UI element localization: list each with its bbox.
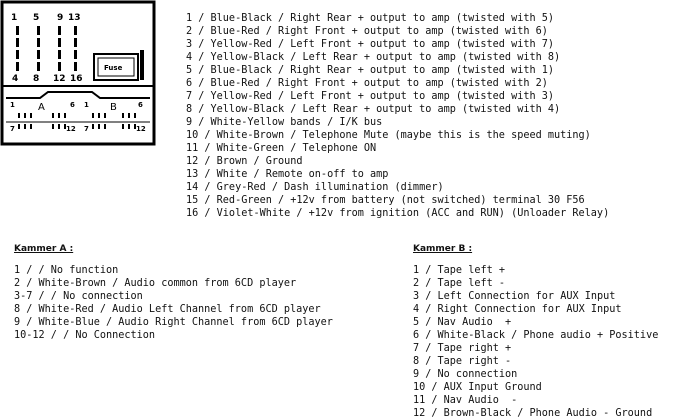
kammer-a-row: 1 / / No function: [14, 265, 119, 276]
chamber-a-number: 7: [10, 125, 15, 133]
pin-row: 7 / Yellow-Red / Left Front + output to amp (twisted with 3): [186, 91, 555, 102]
pin-row: 13 / White / Remote on-off to amp: [186, 169, 389, 180]
kammer-b-row: 12 / Brown-Black / Phone Audio - Ground: [413, 408, 653, 419]
fuse-label: Fuse: [104, 64, 123, 72]
pin-row: 1 / Blue-Black / Right Rear + output to amp (twisted with 5): [186, 13, 555, 24]
kammer-b-row: 6 / White-Black / Phone audio + Positive: [413, 330, 659, 341]
kammer-b-row: 10 / AUX Input Ground: [413, 382, 542, 393]
chamber-pins: [18, 113, 136, 129]
pin-row: 14 / Grey-Red / Dash illumination (dimmer): [186, 182, 444, 193]
kammer-b-row: 1 / Tape left +: [413, 265, 506, 276]
chamber-b-number: 12: [136, 125, 146, 133]
kammer-b-row: 2 / Tape left -: [413, 278, 506, 289]
kammer-b-row: 8 / Tape right -: [413, 356, 512, 367]
pin-row: 8 / Yellow-Black / Left Rear + output to amp (twisted with 4): [186, 104, 561, 115]
pin-label-top: 5: [33, 13, 40, 23]
kammer-a-row: 8 / White-Red / Audio Left Channel from 6CD player: [14, 304, 321, 315]
chamber-outline: [6, 92, 150, 98]
pin-label-bottom: 4: [12, 74, 19, 84]
pin-label-top: 1: [11, 13, 18, 23]
pin-label-bottom: 8: [33, 74, 40, 84]
pin-column: [16, 26, 77, 71]
pin-label-bottom: 16: [70, 74, 83, 84]
connector-diagram: [0, 0, 158, 148]
pin-row: 10 / White-Brown / Telephone Mute (maybe this is the speed muting): [186, 130, 591, 141]
chamber-a-number: 12: [66, 125, 76, 133]
chamber-a-number: 6: [70, 101, 75, 109]
kammer-b-row: 3 / Left Connection for AUX Input: [413, 291, 616, 302]
kammer-b-row: 11 / Nav Audio -: [413, 395, 518, 406]
kammer-b-row: 7 / Tape right +: [413, 343, 512, 354]
chamber-a-number: 1: [10, 101, 15, 109]
kammer-a-section: [14, 244, 394, 342]
kammer-a-row: 10-12 / / No Connection: [14, 330, 156, 341]
kammer-a-row: 9 / White-Blue / Audio Right Channel from 6CD player: [14, 317, 333, 328]
pin-row: 15 / Red-Green / +12v from battery (not switched) terminal 30 F56: [186, 195, 585, 206]
kammer-b-row: 4 / Right Connection for AUX Input: [413, 304, 622, 315]
chamber-b-number: 6: [138, 101, 143, 109]
pin-row: 9 / White-Yellow bands / I/K bus: [186, 117, 383, 128]
kammer-b-section: [413, 244, 691, 420]
pin-label-bottom: 12: [53, 74, 66, 84]
pin-row: 6 / Blue-Red / Right Front + output to amp (twisted with 2): [186, 78, 548, 89]
pin-row: 2 / Blue-Red / Right Front + output to amp (twisted with 6): [186, 26, 548, 37]
pin-label-top: 13: [68, 13, 81, 23]
pin-row: 12 / Brown / Ground: [186, 156, 303, 167]
kammer-a-title: Kammer A :: [14, 244, 74, 254]
pin-list: [186, 12, 686, 220]
pin-row: 5 / Blue-Black / Right Rear + output to amp (twisted with 1): [186, 65, 555, 76]
kammer-a-row: 2 / White-Brown / Audio common from 6CD player: [14, 278, 297, 289]
pin-row: 3 / Yellow-Red / Left Front + output to amp (twisted with 7): [186, 39, 555, 50]
kammer-b-row: 9 / No connection: [413, 369, 518, 380]
pin-row: 16 / Violet-White / +12v from ignition (ACC and RUN) (Unloader Relay): [186, 208, 610, 219]
kammer-a-row: 3-7 / / No connection: [14, 291, 143, 302]
chamber-label-a: A: [38, 102, 45, 113]
kammer-b-title: Kammer B :: [413, 244, 473, 254]
chamber-b-number: 1: [84, 101, 89, 109]
connector-housing: [2, 2, 154, 144]
pin-row: 11 / White-Green / Telephone ON: [186, 143, 377, 154]
pin-row: 4 / Yellow-Black / Left Rear + output to amp (twisted with 8): [186, 52, 561, 63]
kammer-b-row: 5 / Nav Audio +: [413, 317, 512, 328]
chamber-b-number: 7: [84, 125, 89, 133]
pin-label-top: 9: [57, 13, 64, 23]
chamber-label-b: B: [110, 102, 117, 113]
